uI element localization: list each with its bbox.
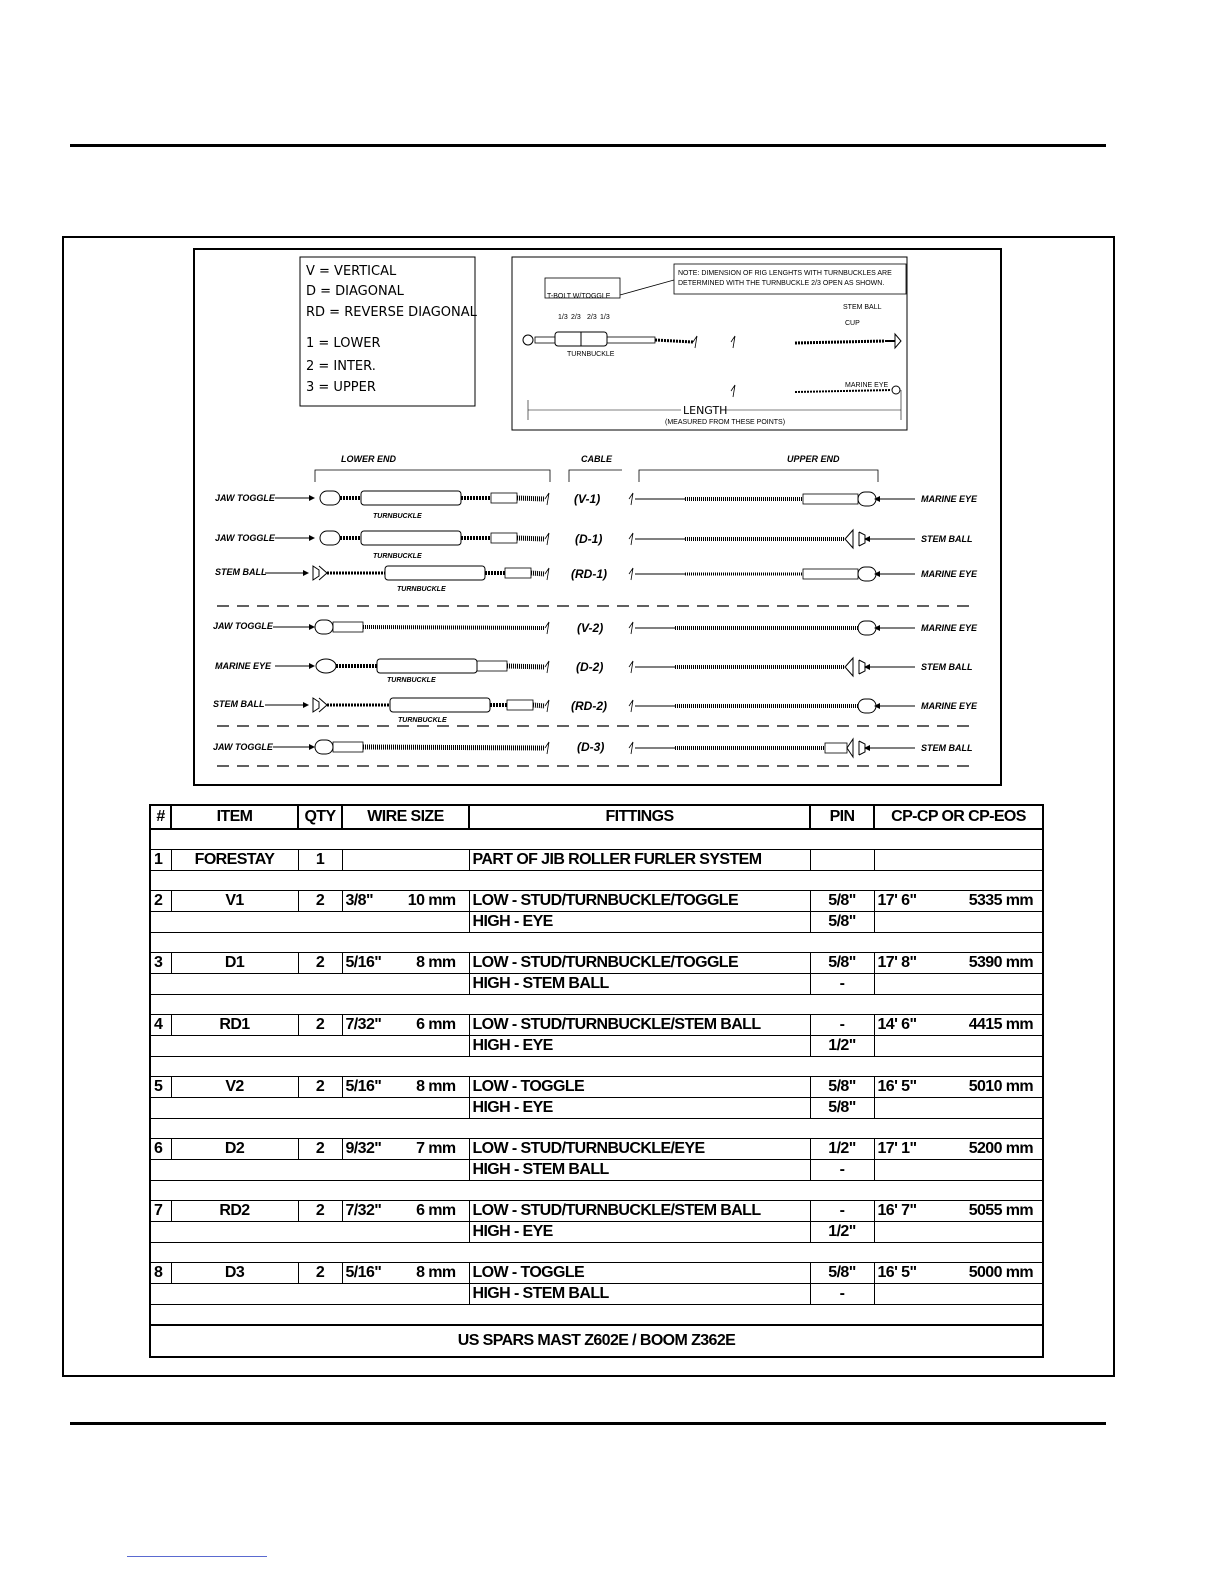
fitting-high: HIGH - STEM BALL [469,1160,810,1181]
length-ft: 16' 5" [877,1078,917,1095]
length-ft: 17' 6" [877,892,917,909]
wire-size [342,1015,469,1036]
item-qty: 2 [298,1263,342,1284]
table-row [150,850,1043,871]
pin-high: - [810,1284,874,1305]
pin-low: 1/2" [810,1139,874,1160]
lower-end-label: STEM BALL [213,699,265,709]
turnbuckle-label: TURNBUCKLE [398,717,447,724]
rigging-row [215,530,973,560]
turnbuckle-label: TURNBUCKLE [387,677,436,684]
pin-low: 5/8" [810,1077,874,1098]
wire-size-mm: 8 mm [416,1078,456,1095]
fitting: PART OF JIB ROLLER FURLER SYSTEM [469,850,810,871]
length-mm: 4415 mm [968,1016,1033,1033]
pin-high: 5/8" [810,912,874,933]
length [874,953,1043,974]
pin-high: - [810,974,874,995]
lower-end-label: JAW TOGGLE [215,533,275,543]
cable-code: (RD-1) [571,567,607,581]
cable-code: (D-1) [575,532,603,546]
table-header-row [150,805,1043,829]
cable-code: (D-3) [577,740,605,754]
rigging-drawing [193,248,1002,786]
table-row [150,891,1043,912]
item-number: 3 [150,953,171,974]
rigging-row [215,566,978,593]
item-name: D1 [171,953,298,974]
col-header: WIRE SIZE [342,805,469,829]
length [874,850,1043,871]
wire-size-in: 5/16" [345,1078,382,1095]
cable-code: (RD-2) [571,699,607,713]
length-mm: 5390 mm [968,954,1033,971]
item-number: 2 [150,891,171,912]
table-row-high [150,912,1043,933]
wire-size-in: 3/8" [345,892,373,909]
item-qty: 2 [298,953,342,974]
upper-end-label: MARINE EYE [921,701,978,711]
item-qty: 2 [298,1201,342,1222]
item-name: D2 [171,1139,298,1160]
length-ft: 17' 1" [877,1140,917,1157]
legend-line: RD = REVERSE DIAGONAL [306,305,477,320]
item-qty: 1 [298,850,342,871]
item-number: 7 [150,1201,171,1222]
detail-marine-eye-label: MARINE EYE [845,382,889,389]
table-row-high [150,1098,1043,1119]
length-ft: 17' 8" [877,954,917,971]
rigging-row [215,658,973,684]
legend-line: V = VERTICAL [306,264,397,279]
pin-low: 5/8" [810,1263,874,1284]
length [874,1139,1043,1160]
wire-size-mm: 8 mm [416,954,456,971]
lower-end-label: JAW TOGGLE [215,493,275,503]
col-header: # [150,805,171,829]
fitting-high: HIGH - EYE [469,1222,810,1243]
length-empty [874,974,1043,995]
turnbuckle-label: TURNBUCKLE [373,553,422,560]
item-name: D3 [171,1263,298,1284]
wire-size [342,1139,469,1160]
pin-low: - [810,1201,874,1222]
item-number: 5 [150,1077,171,1098]
wire-size-mm: 8 mm [416,1264,456,1281]
lower-end-label: JAW TOGGLE [213,742,273,752]
fraction-label: 1/3 [600,314,610,321]
detail-note-line: NOTE: DIMENSION OF RIG LENGHTS WITH TURNBUCKLES ARE [678,270,892,277]
fitting-high: HIGH - STEM BALL [469,1284,810,1305]
rigging-row [213,698,978,724]
fitting-high: HIGH - STEM BALL [469,974,810,995]
wire-size [342,891,469,912]
legend-line: 3 = UPPER [306,380,376,395]
wire-size-in: 7/32" [345,1202,382,1219]
upper-end-label: MARINE EYE [921,494,978,504]
length-empty [874,1284,1043,1305]
fitting-low: LOW - STUD/TURNBUCKLE/STEM BALL [469,1015,810,1036]
upper-end-label: MARINE EYE [921,569,978,579]
item-qty: 2 [298,891,342,912]
table-row [150,1139,1043,1160]
length-empty [874,1160,1043,1181]
cable-code: (V-1) [574,492,601,506]
pin-high: 1/2" [810,1036,874,1057]
item-qty: 2 [298,1015,342,1036]
wire-size-in: 5/16" [345,1264,382,1281]
length [874,1015,1043,1036]
table-row-high [150,1222,1043,1243]
lower-end-label: STEM BALL [215,567,267,577]
length-mm: 5200 mm [968,1140,1033,1157]
item-qty: 2 [298,1139,342,1160]
length [874,1201,1043,1222]
length-ft: 16' 7" [877,1202,917,1219]
length-ft: 16' 5" [877,1264,917,1281]
pin-high: 1/2" [810,1222,874,1243]
wire-size-in: 7/32" [345,1016,382,1033]
col-header: PIN [810,805,874,829]
lower-end-label: MARINE EYE [215,661,272,671]
item-name: FORESTAY [171,850,298,871]
table-row [150,1077,1043,1098]
item-number: 8 [150,1263,171,1284]
wire-size [342,1201,469,1222]
pin-low: 5/8" [810,953,874,974]
fraction-label: 2/3 [587,314,597,321]
fitting-low: LOW - STUD/TURNBUCKLE/TOGGLE [469,953,810,974]
length-empty [874,1222,1043,1243]
length [874,1077,1043,1098]
tbolt-label: T-BOLT W/TOGGLE [547,293,611,300]
turnbuckle-label: TURNBUCKLE [397,586,446,593]
lower-end-label: JAW TOGGLE [213,621,273,631]
fitting-low: LOW - TOGGLE [469,1077,810,1098]
wire-size-in: 9/32" [345,1140,382,1157]
wire-size [342,1077,469,1098]
item-name: V2 [171,1077,298,1098]
item-qty: 2 [298,1077,342,1098]
length-mm: 5055 mm [968,1202,1033,1219]
top-rule [70,144,1106,147]
fitting-low: LOW - TOGGLE [469,1263,810,1284]
legend-line: 2 = INTER. [306,359,376,374]
table-row-high [150,1036,1043,1057]
fitting-high: HIGH - EYE [469,1098,810,1119]
length-mm: 5010 mm [968,1078,1033,1095]
upper-end-label: STEM BALL [921,743,973,753]
table-row-high [150,1160,1043,1181]
cable-code: (V-2) [577,621,604,635]
upper-end-label: MARINE EYE [921,623,978,633]
detail-cup-label: CUP [845,320,860,327]
detail-stem-ball-label: STEM BALL [843,304,882,311]
length-note: (MEASURED FROM THESE POINTS) [665,419,786,426]
detail-note-line: DETERMINED WITH THE TURNBUCKLE 2/3 OPEN AS SHOWN. [678,280,885,287]
length-empty [874,1098,1043,1119]
length-mm: 5335 mm [968,892,1033,909]
length-mm: 5000 mm [968,1264,1033,1281]
pin-low: - [810,1015,874,1036]
wire-size [342,1263,469,1284]
length-empty [874,1036,1043,1057]
item-name: RD1 [171,1015,298,1036]
fitting-high: HIGH - EYE [469,912,810,933]
rigging-spec-table [149,804,1044,1358]
mast-boom-model: US SPARS MAST Z602E / BOOM Z362E [150,1325,1043,1357]
col-header: CP-CP OR CP-EOS [874,805,1043,829]
length-label: LENGTH [683,404,728,417]
table-row [150,1201,1043,1222]
turnbuckle-label: TURNBUCKLE [373,513,422,520]
upper-end-header: UPPER END [787,454,840,464]
col-header: QTY [298,805,342,829]
pin [810,850,874,871]
fitting-low: LOW - STUD/TURNBUCKLE/EYE [469,1139,810,1160]
length-ft: 14' 6" [877,1016,917,1033]
wire-size-mm: 6 mm [416,1016,456,1033]
length-empty [874,912,1043,933]
cable-code: (D-2) [576,660,604,674]
wire-size-mm: 7 mm [416,1140,456,1157]
pin-high: 5/8" [810,1098,874,1119]
turnbuckle-detail [512,257,907,430]
legend-line: 1 = LOWER [306,336,381,351]
rigging-diagram [195,250,1000,784]
table-row [150,953,1043,974]
table-row-high [150,1284,1043,1305]
col-header: FITTINGS [469,805,810,829]
table-row [150,1263,1043,1284]
upper-end-label: STEM BALL [921,662,973,672]
table-footer-row [150,1325,1043,1357]
cable-header: CABLE [581,454,612,464]
lower-end-header: LOWER END [341,454,396,464]
item-number: 6 [150,1139,171,1160]
length [874,891,1043,912]
footer-underline [127,1556,267,1557]
table-row-high [150,974,1043,995]
fitting-low: LOW - STUD/TURNBUCKLE/TOGGLE [469,891,810,912]
detail-turnbuckle-label: TURNBUCKLE [567,351,615,358]
pin-low: 5/8" [810,891,874,912]
fraction-label: 2/3 [571,314,581,321]
item-number: 1 [150,850,171,871]
rigging-row [215,491,978,520]
wire-size [342,953,469,974]
item-name: V1 [171,891,298,912]
rigging-row [213,620,978,635]
pin-high: - [810,1160,874,1181]
table-row [150,1015,1043,1036]
wire-size-in: 5/16" [345,954,382,971]
length [874,1263,1043,1284]
wire-size-mm: 10 mm [407,892,456,909]
col-header: ITEM [171,805,298,829]
upper-end-label: STEM BALL [921,534,973,544]
fitting-high: HIGH - EYE [469,1036,810,1057]
wire-size [342,850,469,871]
wire-size-mm: 6 mm [416,1202,456,1219]
fitting-low: LOW - STUD/TURNBUCKLE/STEM BALL [469,1201,810,1222]
legend-line: D = DIAGONAL [306,284,404,299]
item-number: 4 [150,1015,171,1036]
bottom-rule [70,1422,1106,1425]
rigging-row [213,739,973,757]
fraction-label: 1/3 [558,314,568,321]
item-name: RD2 [171,1201,298,1222]
